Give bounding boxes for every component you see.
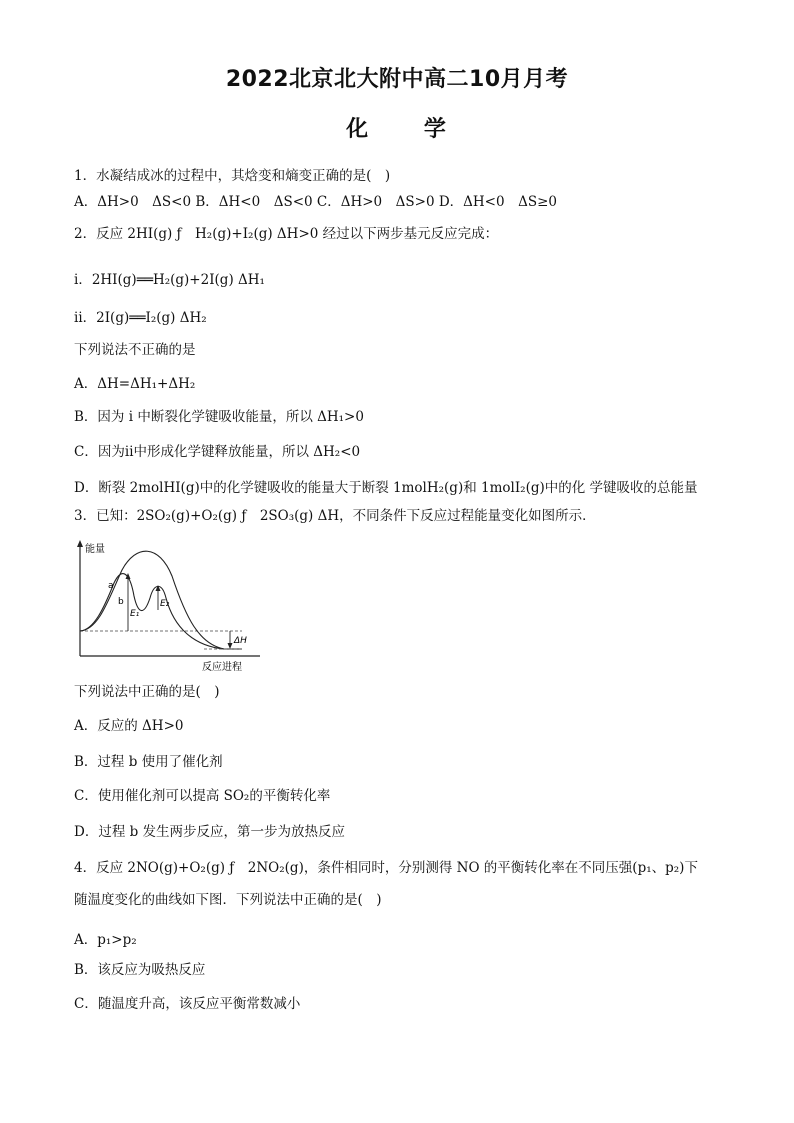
question-2-option-a: A．ΔH=ΔH₁+ΔH₂ (74, 376, 196, 392)
e1-label: E₁ (130, 609, 140, 619)
question-2-option-c: C．因为ⅱ中形成化学键释放能量，所以 ΔH₂<0 (74, 444, 361, 460)
y-axis-label: 能量 (85, 544, 105, 555)
question-2-step-i: i．2HI(g)══H₂(g)+2I(g) ΔH₁ (74, 272, 265, 288)
question-2-prompt: 下列说法不正确的是 (74, 342, 196, 358)
question-1-options: A．ΔH>0 ΔS<0 B．ΔH<0 ΔS<0 C．ΔH>0 ΔS>0 D．ΔH<0 ΔS≥0 (74, 194, 557, 210)
curve-b-label: b (118, 597, 124, 607)
question-2: 2．反应 2HI(g) ƒ H₂(g)+I₂(g) ΔH>0 经过以下两步基元反应完成： (74, 226, 499, 242)
y-axis-arrow (77, 540, 83, 547)
question-2-option-b: B．因为 i 中断裂化学键吸收能量，所以 ΔH₁>0 (74, 409, 364, 425)
subject-heading: 化 学 (346, 117, 470, 142)
energy-diagram (74, 538, 274, 674)
question-3-option-d: D．过程 b 发生两步反应，第一步为放热反应 (74, 824, 346, 840)
dh-label: ΔH (234, 636, 247, 646)
question-3-prompt: 下列说法中正确的是( ) (74, 684, 220, 700)
question-3-option-c: C．使用催化剂可以提高 SO₂的平衡转化率 (74, 788, 331, 804)
question-4-option-c: C．随温度升高，该反应平衡常数减小 (74, 996, 301, 1012)
question-2-step-ii: ⅱ．2I(g)══I₂(g) ΔH₂ (74, 310, 207, 326)
question-3: 3．已知：2SO₂(g)+O₂(g) ƒ 2SO₃(g) ΔH，不同条件下反应过程能量变化如图所示． (74, 508, 596, 524)
question-4-continued: 随温度变化的曲线如下图．下列说法中正确的是( ) (74, 892, 382, 908)
x-axis-label: 反应进程 (202, 662, 242, 673)
e2-label: E₂ (160, 599, 170, 609)
curve-a-label: a (108, 581, 114, 591)
question-4: 4．反应 2NO(g)+O₂(g) ƒ 2NO₂(g)，条件相同时，分别测得 NO 的平衡转化率在不同压强(p₁、p₂)下 (74, 860, 698, 876)
question-2-option-d: D．断裂 2molHI(g)中的化学键吸收的能量大于断裂 1molH₂(g)和 1molI₂(g)中的化 学键吸收的总能量 (74, 480, 698, 496)
question-4-option-b: B．该反应为吸热反应 (74, 962, 206, 978)
dh-arrowhead (228, 643, 233, 649)
e2-arrowhead (156, 585, 161, 591)
question-4-option-a: A．p₁>p₂ (74, 932, 137, 948)
e1-arrowhead (126, 573, 131, 579)
question-3-option-b: B．过程 b 使用了催化剂 (74, 754, 223, 770)
page-title: 2022北京北大附中高二10月月考 (225, 67, 569, 92)
question-1: 1．水凝结成冰的过程中，其焓变和熵变正确的是( ) (74, 168, 391, 184)
question-3-option-a: A．反应的 ΔH>0 (74, 718, 184, 734)
